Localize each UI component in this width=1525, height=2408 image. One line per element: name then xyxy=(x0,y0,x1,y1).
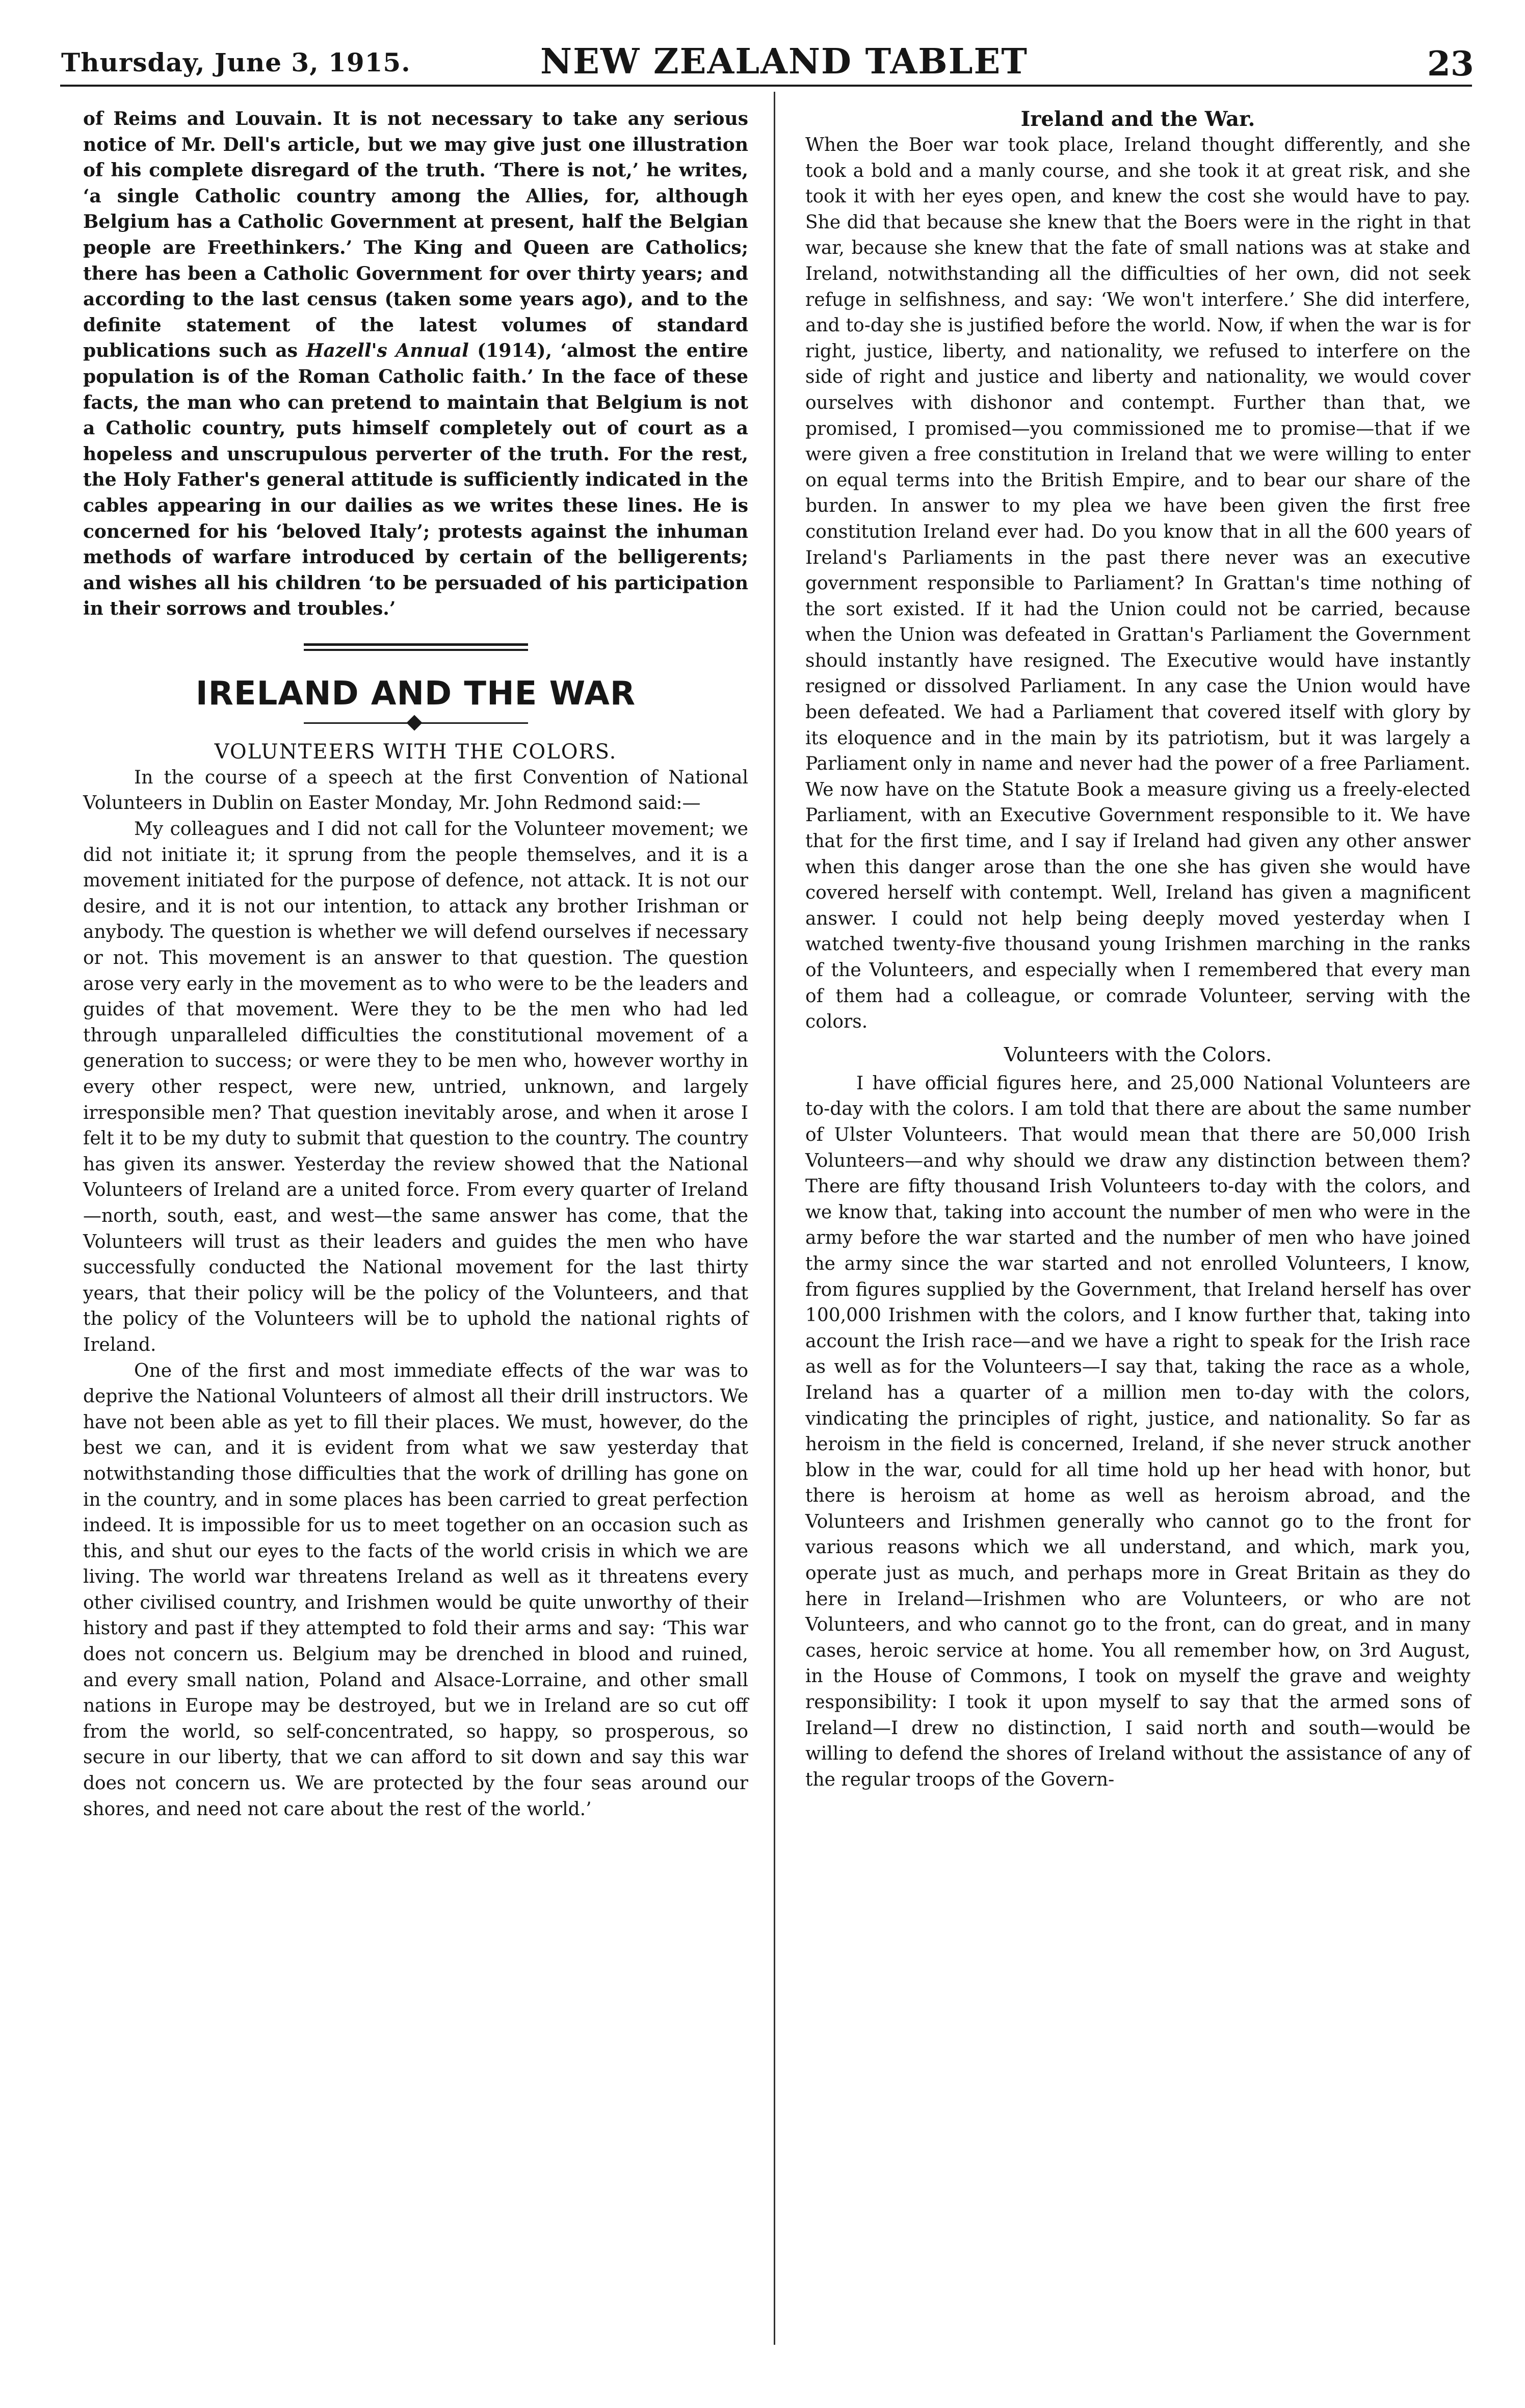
section-subtitle: VOLUNTEERS WITH THE COLORS. xyxy=(214,740,617,764)
article-paragraph: One of the first and most immediate effects of the war was to deprive the National Volunteers of almost all their drill instructors. We have not been able as yet to fill their places. We must, however, do the best we can, and it is evident from what we saw yesterday that notwithstanding those difficulties that the work of drilling has gone on in the country, and in some places has been carried to great perfection indeed. It is impossible for us to meet together on an occasion such as this, and shut our eyes to the facts of the world crisis in which we are living. The world war threatens Ireland as well as it threatens every other civilised country, and Irishmen would be quite unworthy of their history and past if they attempted to fold their arms and say: ‘This war does not concern us. Belgium may be drenched in blood and ruined, and every small nation, Poland and Alsace-Lorraine, and other small nations in Europe may be destroyed, but we in Ireland are so cut off from the world, so self-concentrated, so happy, so prosperous, so secure in our liberty, that we can afford to sit down and say this war does not concern us. We are protected by the four seas around our shores, and need not care about the rest of the world.’ xyxy=(83,1360,748,1820)
publication-title: Hazell's Annual xyxy=(306,340,469,362)
continued-article-text-start: of Reims and Louvain. It is not necessary to take any serious notice of Mr. Dell's article, but we may give just one illustration of his complete disregard of the truth. ‘There is not,’ he writes, ‘a single Catholic country among the Allies, for, although Belgium has a Catholic Government at present, half the Belgian people are Freethinkers.’ The King and Queen are Catholics; there has been a Catholic Government for over thirty years; and according to the last census (taken some years ago), and to the definite statement of the latest volumes of standard publications such as xyxy=(83,108,748,362)
article-paragraph: In the course of a speech at the first Convention of National Volunteers in Dublin on Easter Monday, Mr. John Redmond said:— xyxy=(83,767,748,814)
subheading: Volunteers with the Colors. xyxy=(1004,1043,1272,1066)
subheading: Ireland and the War. xyxy=(1020,107,1255,131)
masthead-title: NEW ZEALAND TABLET xyxy=(540,41,1028,82)
header-rule xyxy=(60,85,1472,87)
continued-article xyxy=(83,106,748,622)
diamond-ornament-icon xyxy=(406,715,422,730)
diamond-rule xyxy=(304,717,528,729)
section-title: IRELAND AND THE WAR xyxy=(195,674,636,713)
article-paragraph: When the Boer war took place, Ireland thought differently, and she took a bold and a manly course, and she took it at great risk, and she took it with her eyes open, and knew the cost she would have to pay. She did that because she knew that the Boers were in the right in that war, because she knew that the fate of small nations was at stake and Ireland, notwithstanding all the difficulties of her own, did not seek refuge in selfishness, and say: ‘We won't interfere.’ She did interfere, and to-day she is justified before the world. Now, if when the war is for right, justice, liberty, and nationality, we refused to interfere on the side of right and justice and liberty and nationality, we would cover ourselves with dishonor and contempt. Further than that, we promised, I promised—you commissioned me to promise—that if we were given a free constitution in Ireland that we were willing to enter on equal terms into the British Empire, and to bear our share of the burden. In answer to my plea we have been given the first free constitution Ireland ever had. Do you know that in all the 600 years of Ireland's Parliaments in the past there never was an executive government responsible to Parliament? In Grattan's time nothing of the sort existed. If it had the Union could not be carried, because when the Union was defeated in Grattan's Parliament the Government should instantly have resigned. The Executive would have instantly resigned or dissolved Parliament. In any case the Union would have been defeated. We had a Parliament that covered itself with glory by its eloquence and in the main by its patriotism, but it was largely a Parliament only in name and never had the power of a free Parliament. We now have on the Statute Book a measure giving us a freely-elected Parliament, with an Executive Government responsible to it. We have that for the first time, and I say if Ireland had given any other answer when this danger arose than the one she has given she would have covered herself with contempt. Well, Ireland has given a magnificent answer. I could not help being deeply moved yesterday when I watched twenty-five thousand young Irishmen marching in the ranks of the Volunteers, and especially when I remembered that every man of them had a colleague, or comrade Volunteer, serving with the colors. xyxy=(805,135,1470,1033)
right-column xyxy=(805,106,1470,1793)
article-paragraph: My colleagues and I did not call for the Volunteer movement; we did not initiate it; it sprung from the people themselves, and it is a movement initiated for the purpose of defence, not attack. It is not our desire, and it is not our intention, to attack any brother Irishman or anybody. The question is whether we will defend ourselves if necessary or not. This movement is an answer to that question. The question arose very early in the movement as to who were to be the leaders and guides of that movement. Were they to be the men who had led through unparalleled difficulties the constitutional movement of a generation to success; or were they to be men who, however worthy in every other respect, were new, untried, unknown, and largely irresponsible men? That question inevitably arose, and when it arose I felt it to be my duty to submit that question to the country. The country has given its answer. Yesterday the review showed that the National Volunteers of Ireland are a united force. From every quarter of Ireland—north, south, east, and west—the same answer has come, that the Volunteers will trust as their leaders and guides the men who have successfully conducted the National movement for the last thirty years, that their policy will be the policy of the Volunteers, and that the policy of the Volunteers will be to uphold the national rights of Ireland. xyxy=(83,819,748,1355)
left-column xyxy=(83,106,748,1822)
issue-date: Thursday, June 3, 1915. xyxy=(61,47,411,77)
section-divider xyxy=(304,643,528,651)
article-paragraph: I have official figures here, and 25,000 National Volunteers are to-day with the colors. I am told that there are about the same number of Ulster Volunteers. That would mean that there are 50,000 Irish Volunteers—and why should we draw any distinction between them? There are fifty thousand Irish Volunteers to-day with the colors, and we know that, taking into account the number of men who were in the army before the war started and the number of men who have joined the army since the war started and not enrolled Volunteers, I know, from figures supplied by the Government, that Ireland herself has over 100,000 Irishmen with the colors, and I know further that, taking into account the Irish race—and we have a right to speak for the Irish race as well as for the Volunteers—I say that, taking the race as a whole, Ireland has a quarter of a million men to-day with the colors, vindicating the principles of right, justice, and nationality. So far as heroism in the field is concerned, Ireland, if she never struck another blow in the war, could for all time hold up her head with honor, but there is heroism at home as well as heroism abroad, and the Volunteers and Irishmen generally who cannot go to the front for various reasons which we all understand, and which, mark you, operate just as much, and perhaps more in Great Britain as they do here in Ireland—Irishmen who are Volunteers, or who are not Volunteers, and who cannot go to the front, can do great, and in many cases, heroic service at home. You all remember how, on 3rd August, in the House of Commons, I took on myself the grave and weighty responsibility: I took it upon myself to say that the armed sons of Ireland—I drew no distinction, I said north and south—would be willing to defend the shores of Ireland without the assistance of any of the regular troops of the Govern- xyxy=(805,1072,1470,1790)
continued-article-text-end: (1914), ‘almost the entire population is of the Roman Catholic faith.’ In the face of these facts, the man who can pretend to maintain that Belgium is not a Catholic country, puts himself completely out of court as a hopeless and unscrupulous perverter of the truth. For the rest, the Holy Father's general attitude is sufficiently indicated in the cables appearing in our dailies as we writes these lines. He is concerned for his ‘beloved Italy’; protests against the inhuman methods of warfare introduced by certain of the belligerents; and wishes all his children ‘to be persuaded of his participation in their sorrows and troubles.’ xyxy=(83,340,748,620)
column-divider xyxy=(774,92,775,2345)
page-number: 23 xyxy=(1427,44,1474,84)
